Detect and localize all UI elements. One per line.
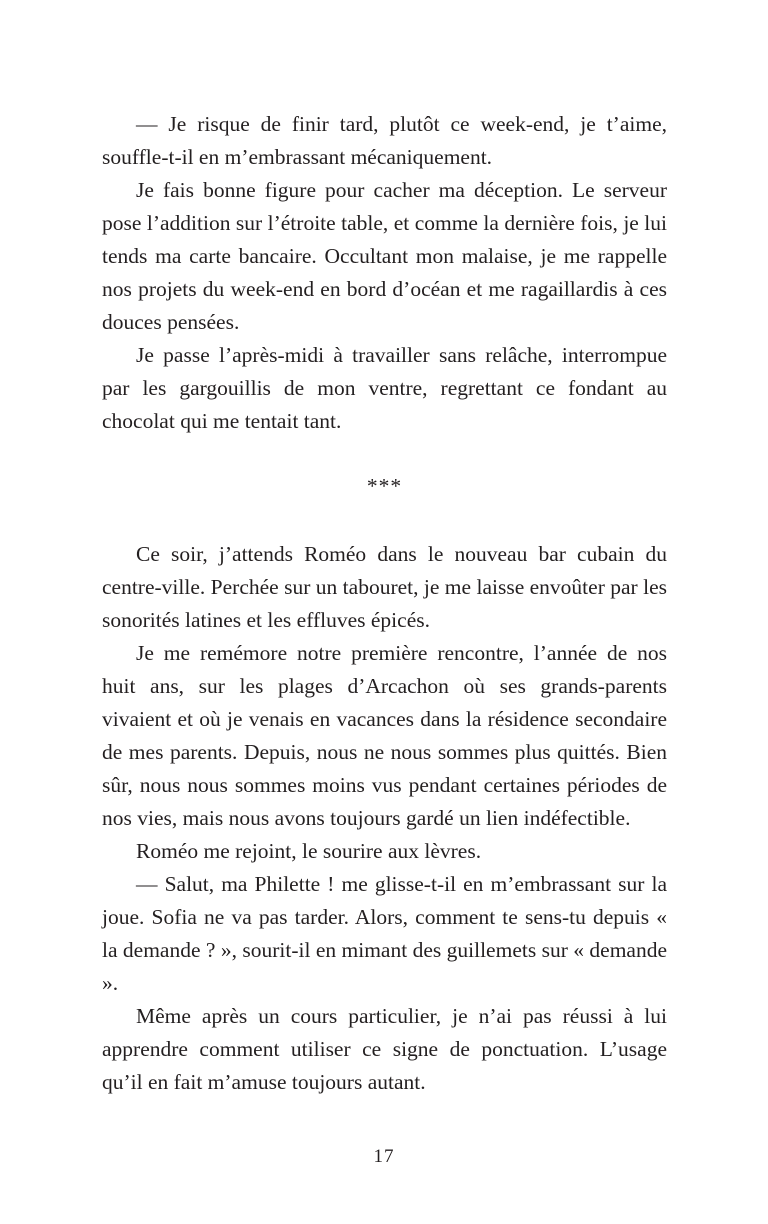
paragraph: — Salut, ma Philette ! me glisse-t-il en m’embrassant sur la joue. Sofia ne va pas tarder. Alors, comment te sens-tu depuis « la demande ? », sourit-il en mimant des guillemets sur « demande ».: [102, 872, 667, 995]
section-separator: ***: [366, 474, 403, 498]
paragraph: Je me remémore notre première rencontre, l’année de nos huit ans, sur les plages d’Arcachon où ses grands-parents vivaient et où je venais en vacances dans la résidence secondaire de mes parents. Depuis, nous ne nous sommes plus quittés. Bien sûr, nous nous sommes moins vus pendant certaines périodes de nos vies, mais nous avons toujours gardé un lien indéfectible.: [102, 641, 667, 830]
book-page-text: [102, 108, 667, 1099]
paragraph: Roméo me rejoint, le sourire aux lèvres.: [136, 839, 482, 863]
paragraph: Même après un cours particulier, je n’ai pas réussi à lui apprendre comment utiliser ce signe de ponctuation. L’usage qu’il en fait m’amuse toujours autant.: [102, 1004, 667, 1094]
paragraph: Ce soir, j’attends Roméo dans le nouveau bar cubain du centre-ville. Perchée sur un tabouret, je me laisse envoûter par les sonorités latines et les effluves épicés.: [102, 542, 667, 632]
paragraph: Je passe l’après-midi à travailler sans relâche, interrompue par les gargouillis de mon ventre, regrettant ce fondant au chocolat qui me tentait tant.: [102, 343, 667, 433]
paragraph: Je fais bonne figure pour cacher ma déception. Le serveur pose l’addition sur l’étroite table, et comme la dernière fois, je lui tends ma carte bancaire. Occultant mon malaise, je me rappelle nos projets du week-end en bord d’océan et me ragaillardis à ces douces pensées.: [102, 178, 667, 334]
paragraph: — Je risque de finir tard, plutôt ce week-end, je t’aime, souffle-t-il en m’embrassant mécaniquement.: [102, 112, 667, 169]
page-number: 17: [373, 1146, 395, 1167]
